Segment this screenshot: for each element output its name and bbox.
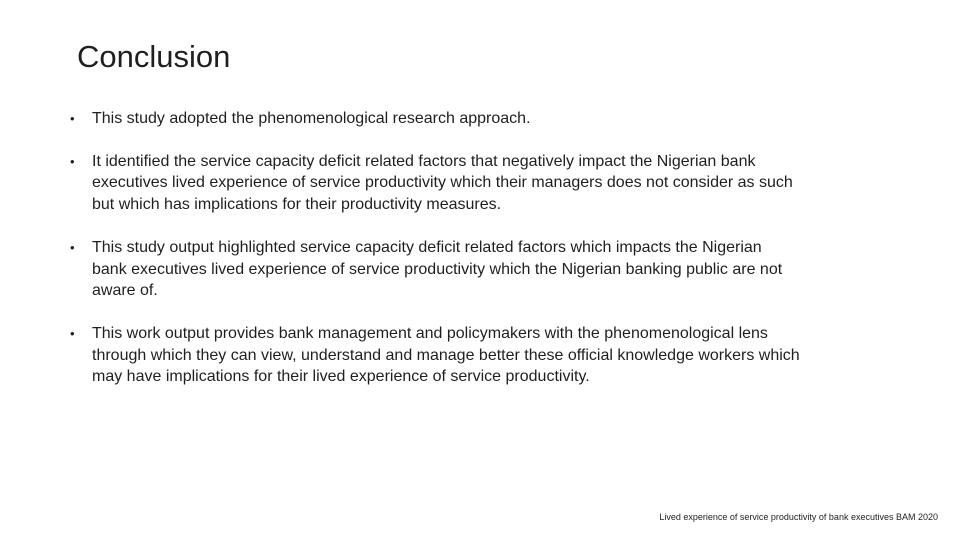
bullet-list bbox=[70, 108, 800, 388]
bullet-icon: • bbox=[70, 153, 75, 169]
bullet-icon: • bbox=[70, 111, 75, 126]
bullet-text: This work output provides bank management and policymakers with the phenomenological lens through which they can view, understand and manage better these official knowledge workers which may have implications for their lived experience of service productivity. bbox=[92, 324, 800, 386]
bullet-icon: • bbox=[70, 325, 75, 341]
bullet-item bbox=[70, 108, 800, 130]
bullet-text: It identified the service capacity deficit related factors that negatively impact the Nigerian bank executives lived experience of service productivity which their managers does not consider as such but which has implications for their productivity measures. bbox=[92, 152, 793, 214]
bullet-icon: • bbox=[70, 239, 75, 255]
bullet-item bbox=[70, 237, 800, 302]
bullet-text: This study adopted the phenomenological research approach. bbox=[92, 110, 531, 127]
bullet-item bbox=[70, 323, 800, 388]
slide-title: Conclusion bbox=[77, 39, 231, 74]
slide-footer: Lived experience of service productivity of bank executives BAM 2020 bbox=[659, 512, 938, 522]
bullet-item bbox=[70, 151, 800, 216]
bullet-text: This study output highlighted service capacity deficit related factors which impacts the Nigerian bank executives lived experience of service productivity which the Nigerian banking public are not aware of. bbox=[92, 238, 783, 300]
